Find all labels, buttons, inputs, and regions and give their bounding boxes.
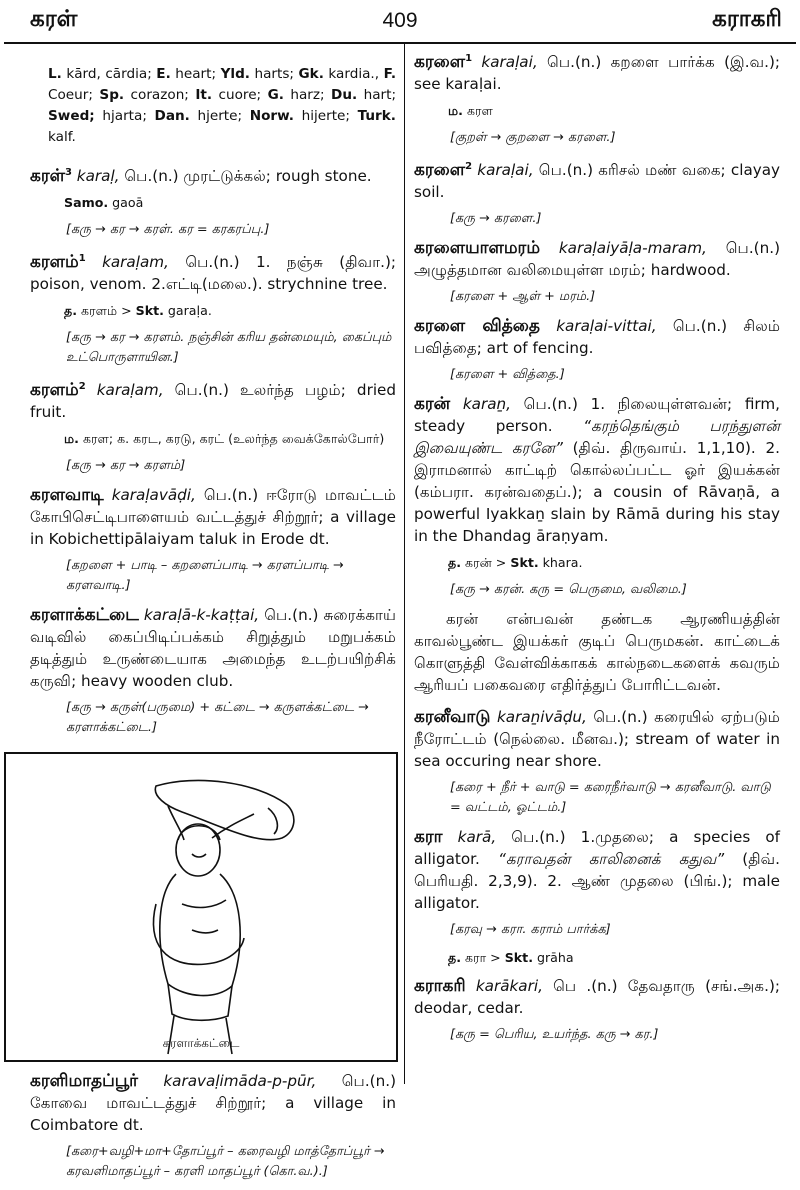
etymology: [கரு = பெரிய, உயர்ந்த. கரு → கர.] <box>450 1027 659 1043</box>
etymology: [கரை + நீர் + வாடு = கரைநீர்வாடு → கரனீவாடு. வாடு = வட்டம், ஓட்டம்.] <box>450 780 771 816</box>
etymology: [கறளை + பாடி – கறளைப்பாடி → கரளப்பாடி → கரளவாடி.] <box>66 558 344 594</box>
etymology: [கரளை + வித்தை.] <box>450 367 565 383</box>
headword: கரளிமாதப்பூர் <box>30 1071 138 1092</box>
right-column <box>414 48 780 1053</box>
entry-karalai-2: கரளை$^2$ karaḷai, பெ.(n.) கரிசல் மண் வகை; clayay soil. <box>414 160 781 202</box>
entry-karalakkattai: கரளாக்கட்டை karaḷā-k-kaṭṭai, பெ.(n.) சுரைக்காய் வடிவில் கைப்பிடிப்பக்கம் சிறுத்தும் மறுபக்கம் தடித்தும் உருண்டையாக அமைந்த உடற்பயிற்சிக் கருவி; heavy wooden club. <box>30 605 397 691</box>
entry-kara: கரா karā, பெ.(n.) 1.முதலை; a species of alligator. “கராவதன் காலினைக் கதுவ” (திவ். பெரியதி. 2,3,9). 2. ஆண் முதலை (பிங்.); male alligator. <box>414 827 781 913</box>
headword: கரா <box>414 827 443 848</box>
headword: கரளை <box>414 52 466 73</box>
entry-karalai-1: கரளை$^1$ karaḷai, பெ.(n.) கறளை பார்க்க (இ.வ.); see karaḷai. <box>414 52 781 94</box>
etymology: [குறள் → குறளை → கரளை.] <box>450 130 616 146</box>
etymology: [கரு → கர → கரளம். நஞ்சின் கரிய தன்மையும், கைப்பும் உட்பொருளாயின.] <box>66 330 392 366</box>
entry-karalavadi: கரளவாடி karaḷavāḍi, பெ.(n.) ஈரோடு மாவட்டம் கோபிசெட்டிபாளையம் வட்டத்துச் சிற்றூர்; a village in Kobichettipālaiyam taluk in Erode dt. <box>30 485 397 549</box>
headword: கரனீவாடு <box>414 707 491 728</box>
headword: கரளை <box>414 160 466 181</box>
citation-quote: “கரந்தெங்கும் பரந்துளன் இவையுண்ட கரனே” <box>414 417 780 458</box>
entry-karalam-2: கரளம்$^2$ karaḷam, பெ.(n.) உலர்ந்த பழம்; dried fruit. <box>30 380 397 422</box>
citation-quote: “கராவதன் காலினைக் கதுவ” <box>498 850 725 869</box>
entry-karalai-vittai: கரளை வித்தை karaḷai-vittai, பெ.(n.) சிலம் பவித்தை; art of fencing. <box>414 316 781 358</box>
entry-karalimadappur: கரளிமாதப்பூர் karavaḷimāda-p-pūr, பெ.(n.) கோவை மாவட்டத்துச் சிற்றூர்; a village in Coimbatore dt. <box>30 1071 396 1135</box>
entry-karal-3: கரள்$^3$ karaḷ, பெ.(n.) முரட்டுக்கல்; rough stone. <box>30 166 372 187</box>
etymology: [கரு → கர → கரள். கர = கரகரப்பு.] <box>66 222 270 238</box>
headword: கரன் <box>414 394 451 415</box>
page-number: 409 <box>382 9 418 32</box>
column-divider <box>404 44 405 1084</box>
etymology: [கரு → கரன். கரு = பெருமை, வலிமை.] <box>450 582 687 598</box>
headword: கராகரி <box>414 976 466 997</box>
headword: கரளையாளமரம் <box>414 238 541 259</box>
cognate-line: ம. கரள; க. கரட, கரடு, கரட் (உலர்ந்த வைக்கோல்போர்) <box>64 431 385 447</box>
cognate-list: L. kārd, cārdia; E. heart; Yld. harts; Gk. kardia., F. Coeur; Sp. corazon; It. cuore; G. harz; Du. hart; Swed; hjarta; Dan. hjerte; Norw. hijerte; Turk. kalf. <box>48 66 397 145</box>
headword: கரளாக்கட்டை <box>30 605 139 626</box>
explanatory-note: கரன் என்பவன் தண்டக ஆரணியத்தின் காவல்பூண்ட இயக்கர் குடிப் பெருமகன். காட்டைக் கொளுத்தி வேள்விக்காகக் கால்நடைகளைக் கவரும் ஆரியப் பகைவரை எதிர்த்துப் போரிட்டவன். <box>414 610 780 695</box>
etymology: [கரளை + ஆள் + மரம்.] <box>450 289 596 305</box>
illustration-club-exercise <box>4 752 398 1062</box>
figure-caption: கரளாக்கட்டை <box>162 1036 240 1051</box>
etymology: [கரை+வழி+மா+தோப்பூர் – கரைவழி மாத்தோப்பூர் → கரவளிமாதப்பூர் – கரளி மாதப்பூர் (கொ.வ.).] <box>66 1144 385 1180</box>
headword: கரளம் <box>30 380 79 401</box>
header-right-headword: கராகரி <box>712 6 782 32</box>
etymology: [கரு → கர → கரளம்] <box>66 458 186 474</box>
entry-karanivadu: கரனீவாடு karaṉivāḍu, பெ.(n.) கரையில் ஏற்படும் நீரோட்டம் (நெல்லை. மீனவ.); stream of water in sea occuring near shore. <box>414 707 780 771</box>
entry-karakari: கராகரி karākari, பெ .(n.) தேவதாரு (சங்.அக.); deodar, cedar. <box>414 976 781 1018</box>
headword: கரளை வித்தை <box>414 316 540 337</box>
entry-karalaiyalamaram: கரளையாளமரம் karaḷaiyāḷa-maram, பெ.(n.) அழுத்தமான வலிமையுள்ள மரம்; hardwood. <box>414 238 780 280</box>
etymology: [கரு → கரளை.] <box>450 211 542 227</box>
entry-karalam-1: கரளம்$^1$ karaḷam, பெ.(n.) 1. நஞ்சு (திவா.); poison, venom. 2.எட்டி(மலை.). strychnine tree. <box>30 252 397 294</box>
header-left-headword: கரள் <box>30 6 78 32</box>
headword: கரளம் <box>30 252 79 273</box>
cognate-line: த. கரா > Skt. grāha <box>448 950 574 966</box>
cognate-line: Samo. gaoā <box>64 195 144 211</box>
entry-karan: கரன் karaṉ, பெ.(n.) 1. நிலையுள்ளவன்; firm, steady person. “கரந்தெங்கும் பரந்துளன் இவையுண்ட கரனே” (திவ். திருவாய். 1,1,10). 2. இராமனால் காட்டிற் கொல்லப்பட்ட ஓர் இயக்கன் (கம்பரா. கரன்வதைப்.); a cousin of Rāvaṇā, a powerful Iyakkaṉ slain by Rāmā during his stay in the Dhandag āraṇyam. <box>414 394 780 546</box>
cognate-line: ம. கரள <box>448 103 493 119</box>
headword: கரள் <box>30 166 65 187</box>
etymology: [கரு → கருள்(பருமை) + கட்டை → கருளக்கட்டை → கரளாக்கட்டை.] <box>66 700 369 736</box>
left-column <box>30 48 396 1190</box>
etymology: [கரவு → கரா. கராம் பார்க்க] <box>450 922 611 938</box>
man-with-club-drawing <box>6 754 392 1056</box>
cognate-line: த. கரன் > Skt. khara. <box>448 555 583 571</box>
headword: கரளவாடி <box>30 485 104 506</box>
cognate-line: த. கரளம் > Skt. garaḷa. <box>64 303 212 319</box>
page-header <box>0 6 800 46</box>
header-rule <box>4 42 796 44</box>
